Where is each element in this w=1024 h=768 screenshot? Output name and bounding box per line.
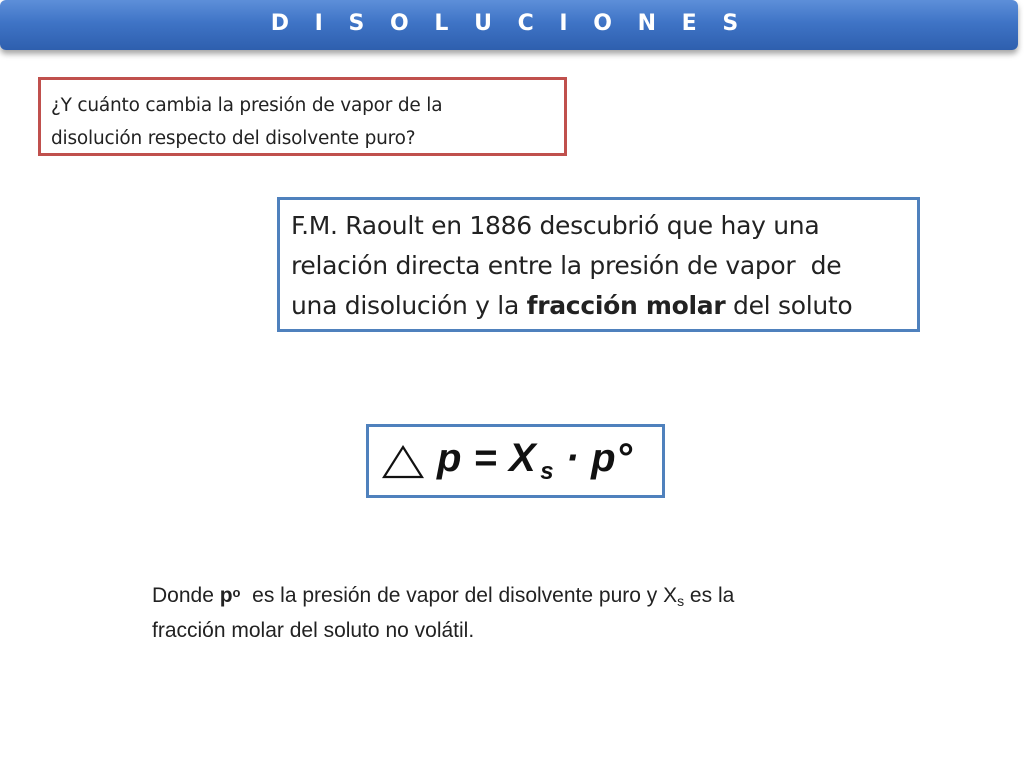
raoult-line-3	[291, 286, 909, 326]
formula-text	[437, 436, 633, 486]
formula-rhs: · p°	[554, 436, 633, 480]
note-line-1	[152, 578, 892, 616]
raoult-line-1: F.M. Raoult en 1886 descubrió que hay una	[291, 211, 820, 240]
note-p-superscript: o	[232, 585, 241, 600]
raoult-formula-box	[366, 424, 665, 498]
raoult-line-3-pre: una disolución y la	[291, 291, 527, 320]
slide-title: D I S O L U C I O N E S	[270, 11, 748, 36]
note-middle-text: es la presión de vapor del disolvente puro y X	[240, 584, 678, 607]
triangle-delta-icon	[381, 444, 425, 480]
note-line-2: fracción molar del soluto no volátil.	[152, 619, 475, 642]
question-line-2: disolución respecto del disolvente puro?	[51, 128, 416, 149]
raoult-line-2: relación directa entre la presión de vapor de	[291, 251, 842, 280]
formula-subscript: s	[540, 458, 555, 485]
raoult-statement-box	[277, 197, 920, 332]
note-line-1-end: es la	[684, 584, 735, 607]
note-x-subscript: s	[677, 593, 685, 609]
raoult-line-3-post: del soluto	[725, 291, 853, 320]
note-word-donde: Donde	[152, 584, 220, 607]
molar-fraction-emphasis: fracción molar	[526, 291, 726, 320]
question-line-1: ¿Y cuánto cambia la presión de vapor de la	[51, 95, 443, 116]
formula-lhs: p = X	[437, 436, 537, 480]
question-box	[38, 77, 567, 156]
definition-note	[152, 578, 892, 645]
note-p-symbol: p	[219, 584, 233, 607]
title-bar	[0, 0, 1018, 50]
